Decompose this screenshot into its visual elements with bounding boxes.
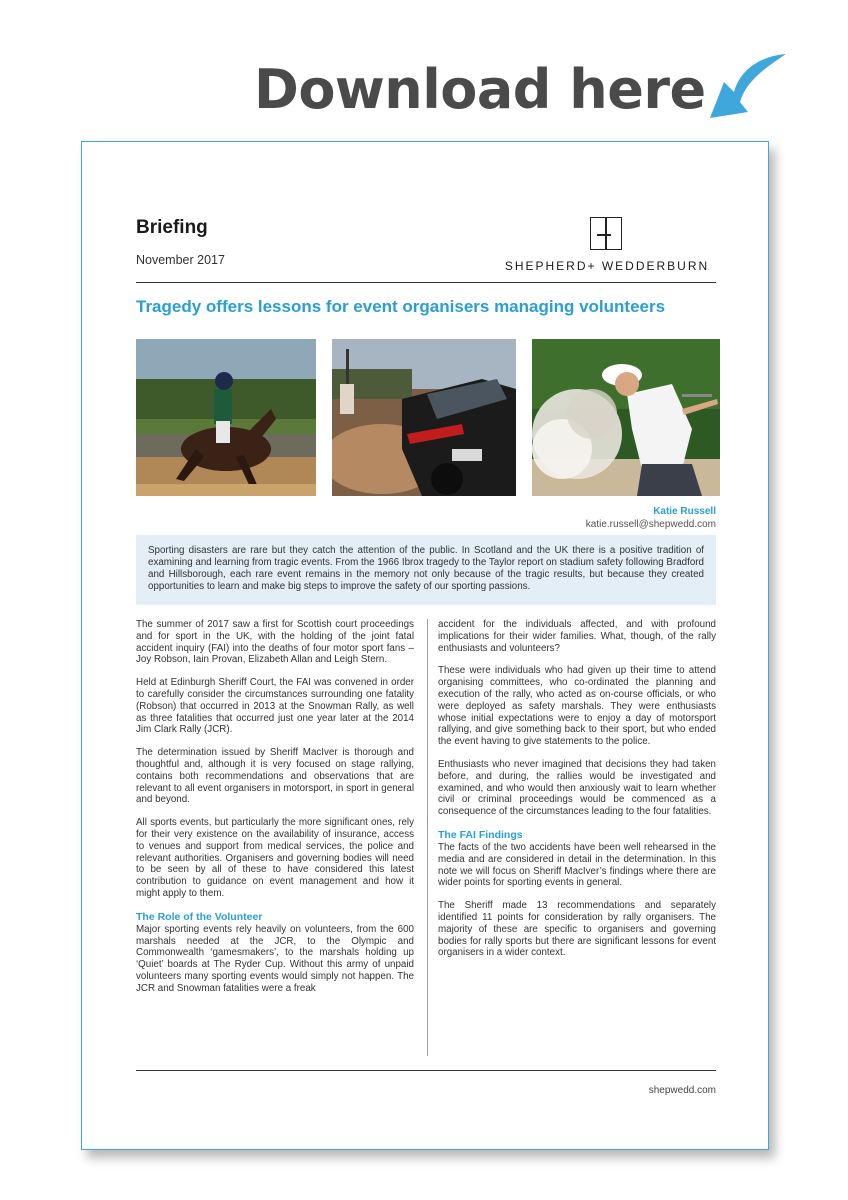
right-column <box>438 619 716 970</box>
column-divider <box>427 619 428 1056</box>
paragraph: These were individuals who had given up their time to attend organising committees, who co-ordinated the planning and execution of the rally, who acted as on-course officials, or who were deployed as safety marshals. They were enthusiasts whose initial expectations were to enjoy a day of motorsport rallying, and give something back to their sport, but who ended the event having to give statements to the police. <box>438 665 716 748</box>
logo-text: SHEPHERD+ WEDDERBURN <box>504 259 710 273</box>
paragraph: The determination issued by Sheriff MacIver is thorough and thoughtful and, although it is very focused on stage rallying, contains both recommendations and observations that are relevant to all event organisers in motorsport, in sport in general and beyond. <box>136 747 414 806</box>
author-name: Katie Russell <box>653 506 716 517</box>
intro-box: Sporting disasters are rare but they catch the attention of the public. In Scotland and the UK there is a positive tradition of examining and learning from tragic events. From the 1966 Ibrox tragedy to the Taylor report on stadium safety following Bradford and Hillsborough, each rare event remains in the memory not only because of the tragic results, but because they created opportunities to learn and make big steps to improve the safety of our sporting passions. <box>136 535 716 605</box>
section-heading: The FAI Findings <box>438 828 523 841</box>
download-headline[interactable]: Download here <box>254 58 706 121</box>
author-email[interactable]: katie.russell@shepwedd.com <box>585 519 716 530</box>
doc-type-label: Briefing <box>136 217 208 238</box>
paragraph: The summer of 2017 saw a first for Scottish court proceedings and for sport in the UK, with the holding of the joint fatal accident inquiry (FAI) into the deaths of four motor sport fans – Joy Robson, Iain Provan, Elizabeth Allan and Leigh Stern. <box>136 619 414 666</box>
header-rule <box>136 282 716 283</box>
photo-equestrian <box>136 339 316 496</box>
paragraph: Major sporting events rely heavily on volunteers, from the 600 marshals needed at the JCR, to the Olympic and Commonwealth ‘gamesmakers’, to the marshals holding up ‘Quiet’ boards at The Ryder Cup. Without this army of unpaid volunteers many sporting events would simply not happen. The JCR and Snowman fatalities were a freak <box>136 923 414 994</box>
footer-rule <box>136 1070 716 1071</box>
paragraph: Enthusiasts who never imagined that decisions they had taken before, and during, the rallies would be investigated and examined, and who would then anxiously wait to learn whether civil or criminal proceedings would be commenced as a consequence of the circumstances leading to the four fatalities. <box>438 758 716 818</box>
doc-title: Tragedy offers lessons for event organisers managing volunteers <box>136 297 666 316</box>
curved-arrow-down-left-icon[interactable] <box>700 48 790 122</box>
doc-date: November 2017 <box>136 253 225 267</box>
logo-mark-icon <box>590 217 622 250</box>
paragraph: The facts of the two accidents have been well rehearsed in the media and are considered in detail in the determination. In this note we will focus on Sheriff MacIver’s findings where there are wider points for sporting events in general. <box>438 841 716 889</box>
paragraph: accident for the individuals affected, and with profound implications for their wider families. What, though, of the rally enthusiasts and volunteers? <box>438 619 716 654</box>
section-heading: The Role of the Volunteer <box>136 910 263 923</box>
paragraph: The Sheriff made 13 recommendations and separately identified 11 points for consideration by rally organisers. The majority of these are specific to organisers and governing bodies for rally sports but there are significant lessons for event organisers in a wider context. <box>438 900 716 959</box>
left-column <box>136 619 414 1006</box>
paragraph: Held at Edinburgh Sheriff Court, the FAI was convened in order to carefully consider the circumstances surrounding one fatality (Robson) that occurred in 2013 at the Snowman Rally, as well as three fatalities that occurred just one year later at the 2014 Jim Clark Rally (JCR). <box>136 677 414 736</box>
footer-url[interactable]: shepwedd.com <box>648 1085 716 1096</box>
document-page[interactable] <box>81 141 769 1150</box>
paragraph: All sports events, but particularly the more significant ones, rely for their very existence on the availability of insurance, access to venues and support from medical services, the police and relevant authorities. Organisers and governing bodies will need to be seen by all of these to have considered this latest contribution to guidance on event management and how it might apply to them. <box>136 817 414 899</box>
photo-rally-car <box>332 339 516 496</box>
photo-golfer <box>532 339 720 496</box>
